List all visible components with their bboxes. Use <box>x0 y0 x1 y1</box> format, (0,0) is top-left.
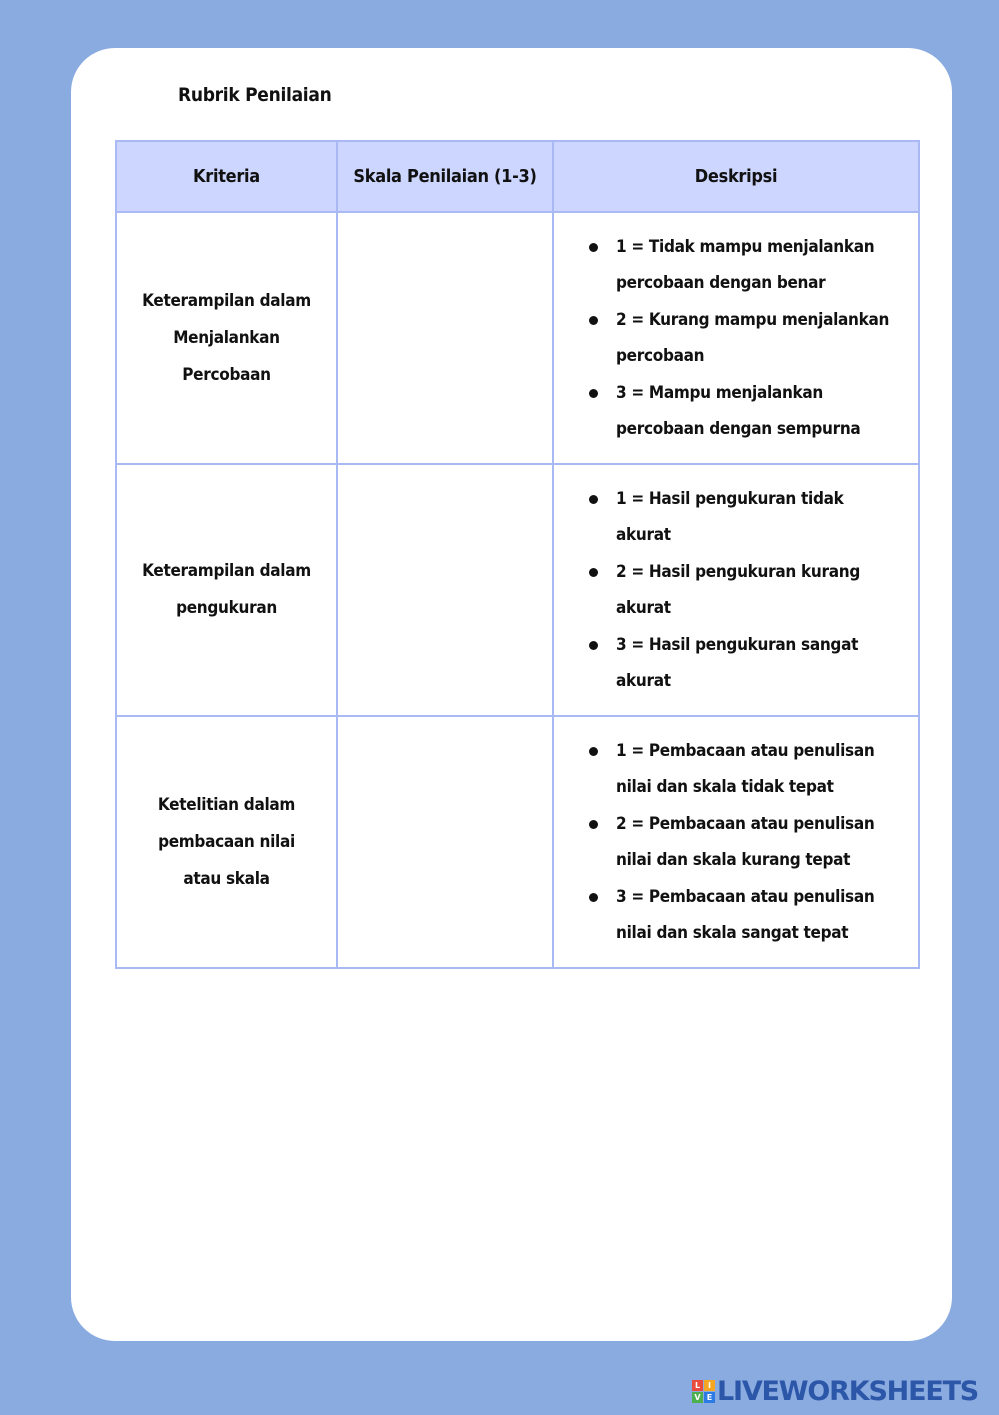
bullet-icon <box>589 243 598 252</box>
description-cell <box>553 464 919 716</box>
table-header-row <box>116 141 919 212</box>
bullet-icon <box>589 389 598 398</box>
description-cell <box>553 212 919 464</box>
header-deskripsi: Deskripsi <box>553 141 919 212</box>
bullet-icon <box>589 316 598 325</box>
bullet-icon <box>589 747 598 756</box>
liveworksheets-logo-icon <box>692 1380 715 1403</box>
scale-input-cell[interactable] <box>337 212 553 464</box>
bullet-icon <box>589 495 598 504</box>
table-row <box>116 212 919 464</box>
page-title: Rubrik Penilaian <box>178 84 332 106</box>
description-item: 1 = Tidak mampu menjalankan percobaan dengan benar <box>616 229 898 302</box>
description-list <box>554 229 918 448</box>
criteria-text: Keterampilan dalam Menjalankan Percobaan <box>142 290 311 385</box>
description-item: 2 = Kurang mampu menjalankan percobaan <box>616 302 898 375</box>
description-item: 2 = Pembacaan atau penulisan nilai dan skala kurang tepat <box>616 806 898 879</box>
header-kriteria: Kriteria <box>116 141 337 212</box>
description-item: 3 = Pembacaan atau penulisan nilai dan skala sangat tepat <box>616 879 898 952</box>
criteria-cell <box>116 212 337 464</box>
criteria-cell <box>116 464 337 716</box>
description-item: 2 = Hasil pengukuran kurang akurat <box>616 554 898 627</box>
description-cell <box>553 716 919 968</box>
table-row <box>116 464 919 716</box>
criteria-cell <box>116 716 337 968</box>
table-row <box>116 716 919 968</box>
description-item: 1 = Pembacaan atau penulisan nilai dan skala tidak tepat <box>616 733 898 806</box>
header-skala-penilaian: Skala Penilaian (1-3) <box>337 141 553 212</box>
logo-text: LIVEWORKSHEETS <box>717 1375 979 1407</box>
bullet-icon <box>589 893 598 902</box>
liveworksheets-logo[interactable] <box>692 1374 978 1408</box>
description-item: 3 = Mampu menjalankan percobaan dengan sempurna <box>616 375 898 448</box>
bullet-icon <box>589 568 598 577</box>
criteria-text: Keterampilan dalam pengukuran <box>142 561 311 618</box>
criteria-text: Ketelitian dalam pembacaan nilai atau skala <box>157 794 296 889</box>
description-item: 1 = Hasil pengukuran tidak akurat <box>616 481 898 554</box>
description-list <box>554 733 918 952</box>
logo-letter: E <box>704 1392 715 1403</box>
description-item: 3 = Hasil pengukuran sangat akurat <box>616 627 898 700</box>
bullet-icon <box>589 820 598 829</box>
rubric-table <box>115 140 920 969</box>
logo-letter: L <box>692 1380 703 1391</box>
logo-letter: I <box>704 1380 715 1391</box>
scale-input-cell[interactable] <box>337 716 553 968</box>
scale-input-cell[interactable] <box>337 464 553 716</box>
description-list <box>554 481 918 700</box>
logo-letter: V <box>692 1392 703 1403</box>
bullet-icon <box>589 641 598 650</box>
